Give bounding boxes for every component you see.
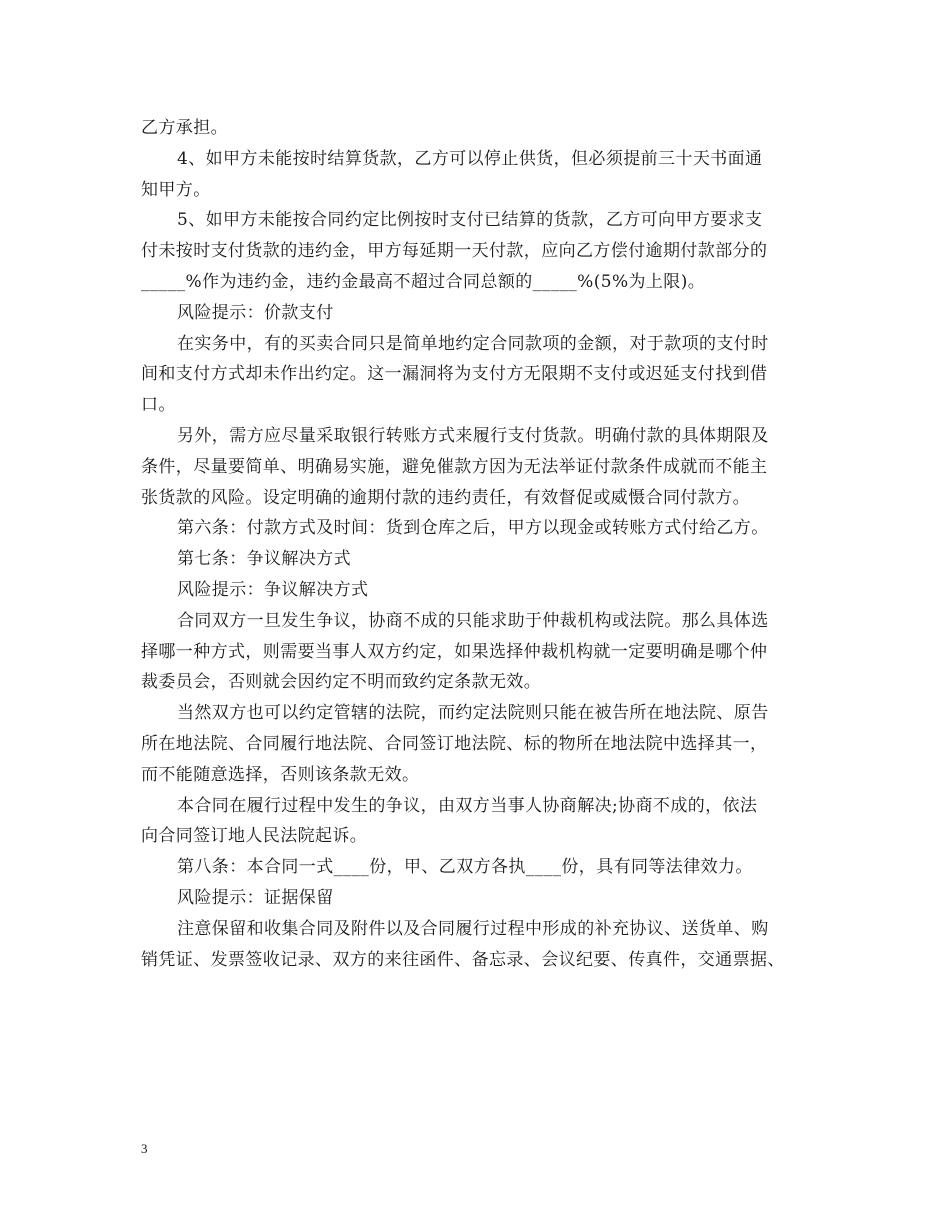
text-line: 风险提示：价款支付 bbox=[177, 302, 334, 323]
page-number: 3 bbox=[141, 1141, 148, 1156]
text-line: 销凭证、发票签收记录、双方的来往函件、备忘录、会议纪要、传真件，交通票据、 bbox=[141, 949, 785, 970]
text-line: 张货款的风险。设定明确的逾期付款的违约责任，有效督促或威慑合同付款方。 bbox=[141, 487, 750, 508]
text-line: 当然双方也可以约定管辖的法院，而约定法院则只能在被告所在地法院、原告 bbox=[177, 703, 769, 724]
text-line: 第六条：付款方式及时间：货到仓库之后，甲方以现金或转账方式付给乙方。 bbox=[177, 518, 769, 539]
text-line: 风险提示：争议解决方式 bbox=[177, 579, 369, 600]
text-line: 5、如甲方未能按合同约定比例按时支付已结算的货款，乙方可向甲方要求支 bbox=[177, 210, 763, 231]
text-line: 风险提示：证据保留 bbox=[177, 887, 334, 908]
text-line: 条件，尽量要简单、明确易实施，避免催款方因为无法举证付款条件成就而不能主 bbox=[141, 456, 768, 477]
text-line: 付未按时支付货款的违约金，甲方每延期一天付款，应向乙方偿付逾期付款部分的 bbox=[141, 241, 768, 262]
text-line: 乙方承担。 bbox=[141, 118, 228, 138]
text-line: 而不能随意选择，否则该条款无效。 bbox=[141, 764, 420, 785]
text-line: 裁委员会，否则就会因约定不明而致约定条款无效。 bbox=[141, 672, 542, 693]
text-line: 合同双方一旦发生争议，协商不成的只能求助于仲裁机构或法院。那么具体选 bbox=[177, 610, 769, 631]
text-line: 第七条：争议解决方式 bbox=[177, 549, 351, 570]
text-line: 择哪一种方式，则需要当事人双方约定，如果选择仲裁机构就一定要明确是哪个仲 bbox=[141, 641, 768, 662]
text-line: _____%作为违约金，违约金最高不超过合同总额的_____%(5%为上限)。 bbox=[141, 271, 706, 292]
text-line: 知甲方。 bbox=[141, 179, 211, 200]
text-line: 注意保留和收集合同及附件以及合同履行过程中形成的补充协议、送货单、购 bbox=[177, 918, 769, 939]
text-line: 口。 bbox=[141, 395, 176, 416]
text-line: 另外，需方应尽量采取银行转账方式来履行支付货款。明确付款的具体期限及 bbox=[177, 425, 769, 446]
text-line: 在实务中，有的买卖合同只是简单地约定合同款项的金额，对于款项的支付时 bbox=[177, 333, 769, 354]
body-text bbox=[141, 113, 811, 975]
text-line: 本合同在履行过程中发生的争议，由双方当事人协商解决;协商不成的，依法 bbox=[177, 795, 758, 816]
text-line: 4、如甲方未能按时结算货款，乙方可以停止供货，但必须提前三十天书面通 bbox=[177, 148, 763, 169]
text-line: 第八条：本合同一式____份，甲、乙双方各执____份，具有同等法律效力。 bbox=[177, 857, 753, 878]
text-line: 间和支付方式却未作出约定。这一漏洞将为支付方无限期不支付或迟延支付找到借 bbox=[141, 364, 768, 385]
text-line: 所在地法院、合同履行地法院、合同签订地法院、标的物所在地法院中选择其一， bbox=[141, 733, 768, 754]
text-line: 向合同签订地人民法院起诉。 bbox=[141, 826, 368, 847]
